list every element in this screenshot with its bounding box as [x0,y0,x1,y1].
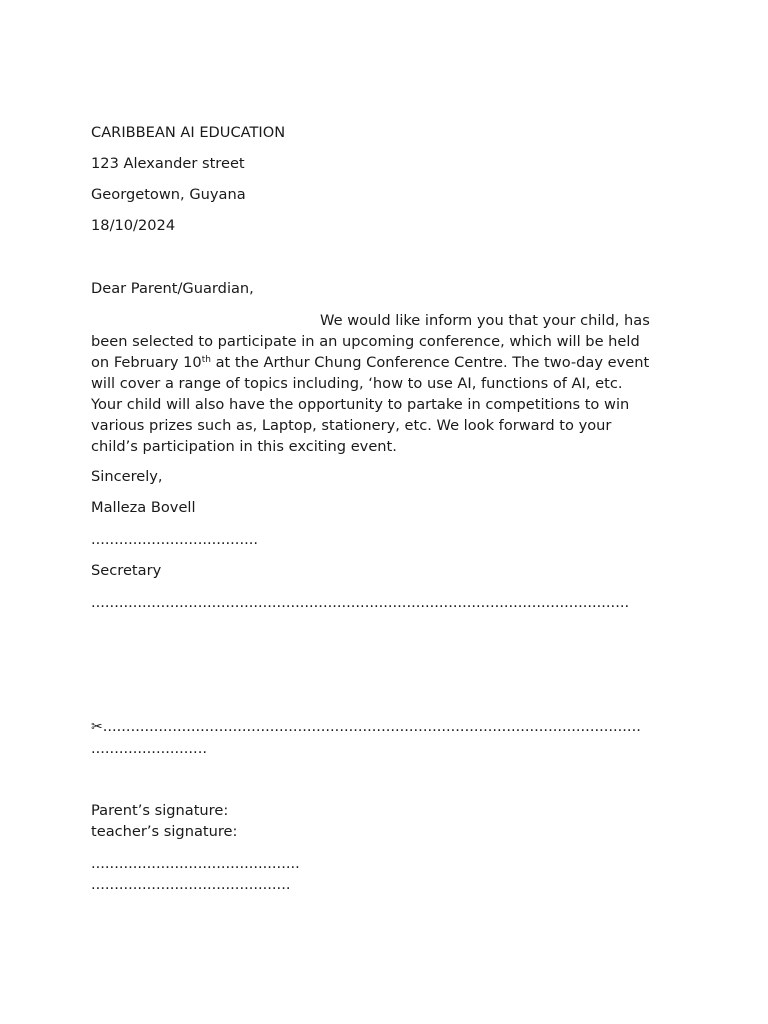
signature-line: .................................... [91,531,259,548]
parent-signature-label: Parent’s signature: [91,802,229,819]
teacher-signature-line: ........................................... [91,876,291,893]
body-line: We would like inform you that your child, has [320,312,650,329]
body-date-text: on February 10 [91,354,202,371]
signer-name: Malleza Bovell [91,499,196,516]
body-line: various prizes such as, Laptop, stationery, etc. We look forward to your [91,417,612,434]
letter-date: 18/10/2024 [91,217,176,234]
ordinal-suffix: th [201,355,211,365]
salutation: Dear Parent/Guardian, [91,280,254,297]
cut-line-dots-continued: ......................... [91,740,207,757]
parent-signature-line: ............................................. [91,855,300,872]
body-venue-text: at the Arthur Chung Conference Centre. The two-day event [210,354,650,371]
signer-title: Secretary [91,562,162,579]
city-address: Georgetown, Guyana [91,186,246,203]
organization-name: CARIBBEAN AI EDUCATION [91,124,286,141]
body-line [91,352,671,373]
body-line: been selected to participate in an upcoming conference, which will be held [91,333,640,350]
street-address: 123 Alexander street [91,155,245,172]
cut-line-dots: .................................................................................................................... [102,718,641,735]
scissors-icon: ✂ [91,719,103,735]
separator-line: .................................................................................................................... [91,594,630,611]
teacher-signature-label: teacher’s signature: [91,823,238,840]
body-line: child’s participation in this exciting event. [91,438,397,455]
body-line: will cover a range of topics including, ‘how to use AI, functions of AI, etc. [91,375,623,392]
closing: Sincerely, [91,468,163,485]
letter-body [91,310,671,457]
body-line: Your child will also have the opportunity to partake in competitions to win [91,396,630,413]
cut-line [91,718,641,736]
